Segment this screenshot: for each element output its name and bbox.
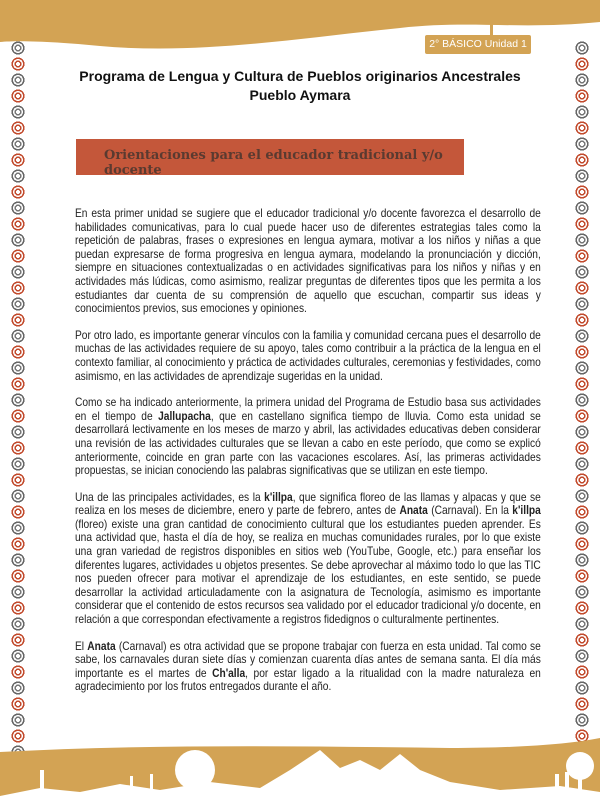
paragraph-2 (75, 329, 541, 383)
program-title (0, 67, 600, 105)
bold-term: k'illpa (264, 489, 293, 504)
section-banner (76, 139, 464, 178)
text-segment: , que significa floreo de las llamas y alpacas y que se realiza en los meses de diciembre, enero y parte de febrero, antes de (75, 489, 541, 518)
paragraph-4 (75, 491, 541, 627)
paragraph-1 (75, 207, 541, 316)
bold-term: k'illpa (512, 503, 541, 518)
text-segment: El (75, 638, 88, 653)
bold-term: Ch'alla (212, 665, 246, 680)
text-segment: (floreo) existe una gran cantidad de conocimiento cultural que los estudiantes pueden aprender. Es una actividad que, hasta el día de hoy, se realiza en muchas comunidades rurales, por lo que existe una gran variedad de registros disponibles en sitios web (YouTube, Google, etc.) para enseñar los diferentes lugares, actividades u objetos presentes. Se debe aprovechar al máximo todo lo que las TIC nos pueden ofrecer para motivar el aprendizaje de los estudiantes, en este sentido, se puede desarrollar la actividad articuladamente con la asignatura de Tecnología, asimismo es importante considerar que el contenido de estos recursos sea validado por el educador tradicional y/o docente, en relación a que correspondan efectivamente a registros fidedignos o culturalmente pertinentes. (75, 516, 541, 627)
title-line-2: Pueblo Aymara (249, 87, 351, 103)
section-title: Orientaciones para el educador tradicional y/o docente (104, 148, 443, 178)
right-ornament-border (572, 40, 592, 760)
bold-term: Jallupacha (158, 408, 211, 423)
title-line-1: Programa de Lengua y Cultura de Pueblos originarios Ancestrales (79, 68, 521, 84)
text-segment: (Carnaval) es otra actividad que se propone trabajar con fuerza en esta unidad. Tal como se sabe, los carnavales duran siete días y comienzan cuarenta días antes de semana santa. El día más importante es el martes de (75, 638, 541, 680)
text-segment: , por estar ligado a la ritualidad con la madre naturaleza en agradecimiento por los frutos entregados durante el año. (75, 665, 541, 694)
bold-term: Anata (87, 638, 116, 653)
text-segment: Como se ha indicado anteriormente, la primera unidad del Programa de Estudio basa sus actividades en el tiempo de (75, 395, 541, 423)
bold-term: Anata (399, 503, 428, 518)
landscape-illustration (0, 730, 600, 800)
grade-unit-badge: 2° BÁSICO Unidad 1 (425, 35, 531, 54)
text-segment: , que en castellano significa tiempo de lluvia. Como esta unidad se desarrollará lectivamente en los meses de marzo y abril, las actividades educativas deben considerar una revisión de las actividades culturales que se llevan a cabo en este período, que como se explicó anteriormente, coincide en gran parte con las vacaciones escolares. Así, las primeras actividades propuestas, se inician conociendo las palabras significativas que se utilizan en este tiempo. (75, 408, 541, 478)
text-segment: En esta primer unidad se sugiere que el educador tradicional y/o docente favorezca el desarrollo de habilidades comunicativas, para lo cual puede hacer uso de diferentes estrategias tales como la repetición de palabras, frases o expresiones en lengua aymara, motivar a los niños y niñas a que puedan expresarse de forma progresiva en lengua aymara, modelando la pronunciación y dicción, siempre en situaciones contextualizadas o en actividades significativas para los niños y niñas y en actividades más lúdicas, como asimismo, realizar preguntas de diferentes tipos que les permita a los estudiantes dar cuenta de su comprensión de aquello que escuchan, compartir sus ideas y conocimientos previos, sus emociones y opiniones. (75, 206, 541, 316)
paragraph-5 (75, 640, 541, 694)
left-ornament-border (8, 40, 28, 760)
text-segment: (Carnaval). En la (427, 503, 513, 518)
text-segment: Una de las principales actividades, es la (75, 489, 265, 504)
paragraph-3 (75, 396, 541, 478)
text-segment: Por otro lado, es importante generar vínculos con la familia y comunidad cercana pues el desarrollo de muchas de las actividades requiere de su apoyo, tales como contribuir a la práctica de la lengua en el contexto familiar, al conocimiento y práctica de actividades culturales, ceremonias y festividades, como asimismo, en las actividades de aprendizaje sugeridas en la unidad. (75, 327, 541, 383)
body-text (75, 207, 541, 707)
